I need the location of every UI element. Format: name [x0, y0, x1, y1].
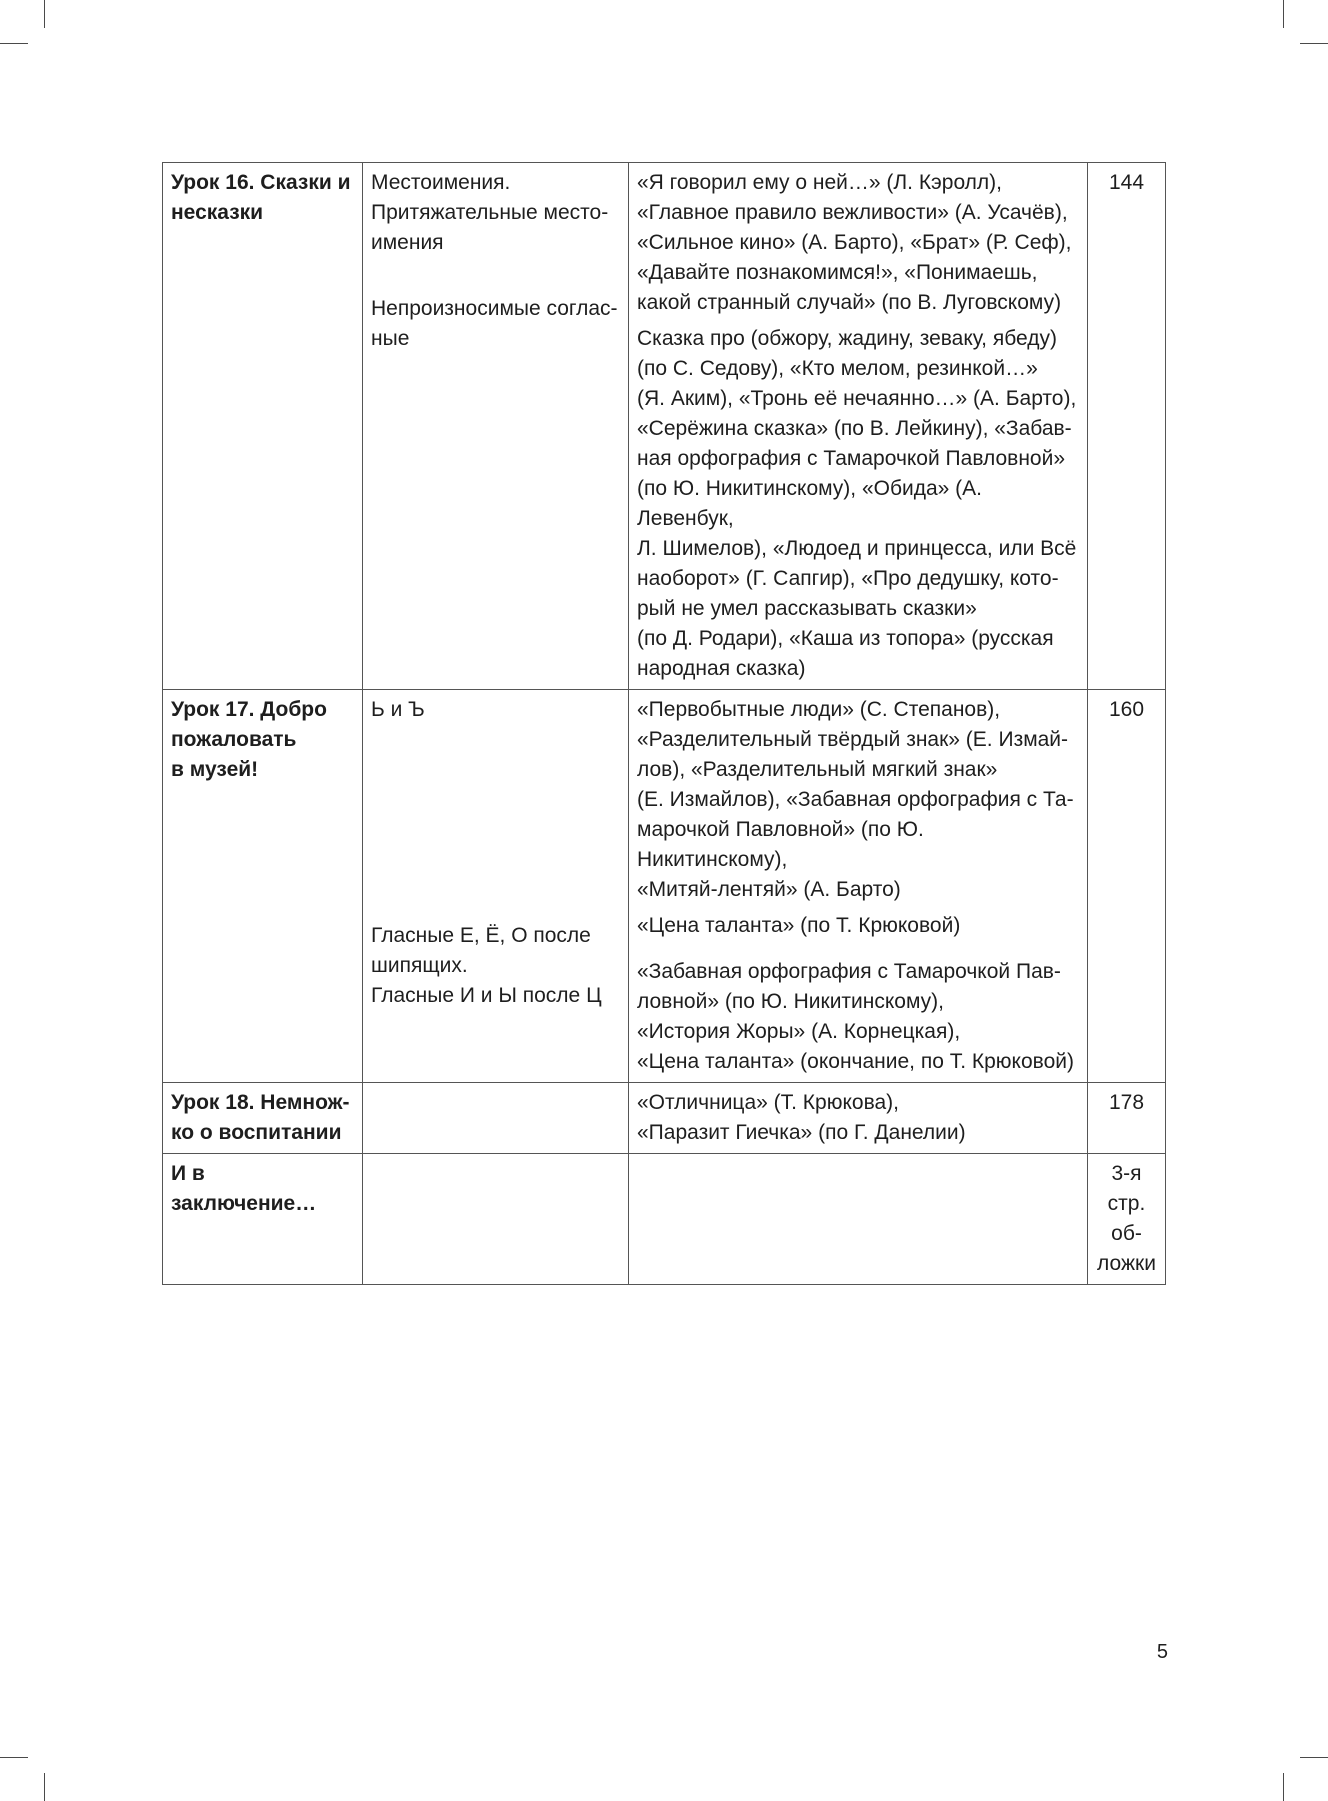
works-text: «Я говорил ему о ней…» (Л. Кэролл), «Главное правило вежливости» (А. Усачёв), «Сильное кино» (А. Барто), «Брат» (Р. Сеф), «Давайте познакомимся!», «Понимаешь, какой странный случай» (по В. Луговскому): [637, 171, 1072, 314]
crop-mark: [0, 43, 28, 44]
topic-text: Местоимения. Притяжательные место- имения: [371, 171, 609, 254]
works-cell: [629, 163, 1088, 690]
topic-text: Ь и Ъ: [371, 698, 425, 721]
contents-table: [162, 162, 1166, 1285]
works-cell: [629, 1154, 1088, 1285]
works-text: «Цена таланта» (по Т. Крюковой): [637, 914, 961, 937]
topics-cell: [363, 1083, 629, 1154]
crop-mark: [1300, 1757, 1328, 1758]
table-row: [163, 163, 1166, 690]
page-number: 160: [1088, 690, 1166, 1083]
table-row: [163, 1154, 1166, 1285]
page-number: 3-я стр. об- ложки: [1088, 1154, 1166, 1285]
crop-mark: [0, 1757, 28, 1758]
crop-mark: [44, 0, 45, 28]
lesson-title: Урок 18. Немнож- ко о воспитании: [163, 1083, 363, 1154]
topic-text: Непроизносимые соглас- ные: [371, 297, 618, 350]
crop-mark: [1283, 1773, 1284, 1801]
topics-cell: [363, 1154, 629, 1285]
table-row: [163, 1083, 1166, 1154]
page-number: 178: [1088, 1083, 1166, 1154]
crop-mark: [1300, 43, 1328, 44]
works-cell: [629, 690, 1088, 1083]
works-text: Сказка про (обжору, жадину, зеваку, ябеду) (по С. Седову), «Кто мелом, резинкой…» (Я. Аким), «Тронь её нечаянно…» (А. Барто), «Серёжина сказка» (по В. Лейкину), «Забав- ная орфография с Тамарочкой Павловной» (по Ю. Никитинскому), «Обида» (А. Левенбук, Л. Шимелов), «Людоед и принцесса, или Всё наоборот» (Г. Сапгир), «Про дедушку, кото- рый не умел рассказывать сказки» (по Д. Родари), «Каша из топора» (русская народная сказка): [637, 327, 1077, 680]
works-cell: «Отличница» (Т. Крюкова), «Паразит Гиечка» (по Г. Данелии): [629, 1083, 1088, 1154]
lesson-title: И в заключение…: [163, 1154, 363, 1285]
footer-page-number: 5: [1156, 1641, 1168, 1663]
topics-cell: [363, 690, 629, 1083]
topic-text: Гласные Е, Ё, О после шипящих. Гласные И и Ы после Ц: [371, 924, 602, 1007]
works-text: «Первобытные люди» (С. Степанов), «Разделительный твёрдый знак» (Е. Измай- лов), «Разделительный мягкий знак» (Е. Измайлов), «Забавная орфография с Та- марочкой Павловной» (по Ю. Никитинскому), «Митяй-лентяй» (А. Барто): [637, 698, 1074, 901]
lesson-title: Урок 16. Сказки и несказки: [163, 163, 363, 690]
works-text: «Забавная орфография с Тамарочкой Пав- ловной» (по Ю. Никитинскому), «История Жоры» (А. Корнецкая), «Цена таланта» (окончание, по Т. Крюковой): [637, 960, 1074, 1073]
table-row: [163, 690, 1166, 1083]
crop-mark: [44, 1773, 45, 1801]
topics-cell: [363, 163, 629, 690]
crop-mark: [1283, 0, 1284, 28]
lesson-title: Урок 17. Добро пожаловать в музей!: [163, 690, 363, 1083]
page-number: 144: [1088, 163, 1166, 690]
